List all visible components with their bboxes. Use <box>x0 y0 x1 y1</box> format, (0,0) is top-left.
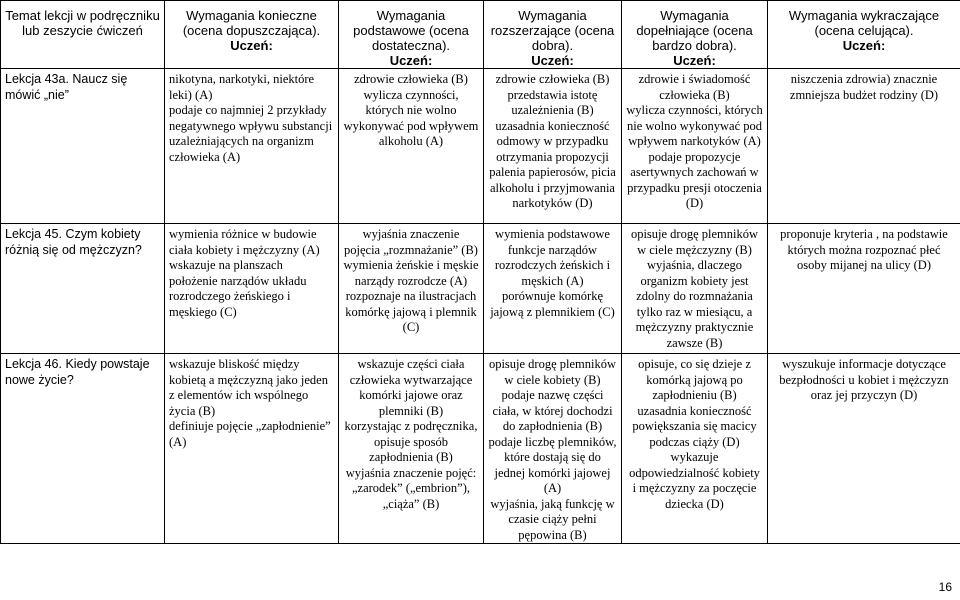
page-number: 16 <box>938 580 952 594</box>
requirement-item: porównuje komórkę jajową z plemnikiem (C) <box>490 289 615 319</box>
header-basic-title: Wymagania podstawowe (ocena dostateczna). <box>353 8 469 53</box>
requirement-cell <box>622 69 768 224</box>
requirement-cell <box>622 354 768 544</box>
requirement-item: proponuje kryteria , na podstawie których można rozpoznać płeć osoby mijanej na ulicy (D) <box>780 227 948 272</box>
requirement-item: wyszukuje informacje dotyczące bezpłodności u kobiet i mężczyzn oraz jej przyczyn (D) <box>779 357 949 402</box>
requirement-item: wymienia podstawowe funkcje narządów rozrodczych żeńskich i męskich (A) <box>494 227 611 288</box>
header-complementary <box>622 1 768 69</box>
lesson-cell: Lekcja 43a. Naucz się mówić „nie” <box>1 69 165 224</box>
requirement-item: wymienia żeńskie i męskie narządy rozrodcze (A) <box>343 258 479 288</box>
requirement-cell <box>768 224 960 354</box>
requirement-item: wylicza czynności, których nie wolno wykonywać pod wpływem narkotyków (A) <box>626 103 763 148</box>
requirement-cell <box>165 69 339 224</box>
requirement-item: przedstawia istotę uzależnienia (B) <box>507 87 598 117</box>
requirement-item: opisuje, co się dzieje z komórką jajową po zapłodnieniu (B) <box>638 357 751 402</box>
requirement-item: wymienia różnice w budowie ciała kobiety i mężczyzny (A) <box>169 227 320 257</box>
requirement-item: podaje nazwę części ciała, w której dochodzi do zapłodnienia (B) <box>492 388 613 433</box>
header-required <box>165 1 339 69</box>
header-exceeding-title: Wymagania wykraczające (ocena celująca). <box>788 8 940 38</box>
header-lesson: Temat lekcji w podręczniku lub zeszycie ćwiczeń <box>1 1 165 69</box>
table-row <box>1 69 960 224</box>
lesson-cell: Lekcja 46. Kiedy powstaje nowe życie? <box>1 354 165 544</box>
header-exceeding <box>768 1 960 69</box>
requirement-item: uzasadnia konieczność odmowy w przypadku otrzymania propozycji palenia papierosów, picia alkoholu i przyjmowania narkotyków (D) <box>489 118 616 210</box>
requirement-item: wyjaśnia znaczenie pojęć: „zarodek” („embrion”), „ciąża” (B) <box>345 465 477 511</box>
requirement-item: wykazuje odpowiedzialność kobiety i mężczyzny za poczęcie dziecka (D) <box>629 450 760 511</box>
header-extended <box>484 1 622 69</box>
lesson-cell: Lekcja 45. Czym kobiety różnią się od mężczyzn? <box>1 224 165 354</box>
requirement-item: opisuje drogę plemników w ciele mężczyzny (B) <box>630 227 759 257</box>
requirement-cell <box>484 224 622 354</box>
header-extended-sub: Uczeń: <box>531 53 574 68</box>
table-row <box>1 354 960 544</box>
requirement-item: definiuje pojęcie „zapłodnienie” (A) <box>169 419 331 449</box>
header-extended-title: Wymagania rozszerzające (ocena dobra). <box>490 8 615 53</box>
requirement-item: rozpoznaje na ilustracjach komórkę jajową i plemnik (C) <box>345 289 477 334</box>
requirement-item: podaje co najmniej 2 przykłady negatywnego wpływu substancji uzależniających na organizm człowieka (A) <box>169 103 333 164</box>
requirement-item: wyjaśnia znaczenie pojęcia „rozmnażanie” (B) <box>344 227 478 257</box>
header-required-sub: Uczeń: <box>230 38 273 53</box>
requirement-item: niszczenia zdrowia) znacznie zmniejsza budżet rodziny (D) <box>789 72 939 102</box>
header-required-title: Wymagania konieczne (ocena dopuszczająca). <box>182 8 321 38</box>
requirement-item: wylicza czynności, których nie wolno wykonywać pod wpływem alkoholu (A) <box>343 87 479 148</box>
requirement-cell <box>484 69 622 224</box>
requirement-cell <box>165 354 339 544</box>
requirement-item: korzystając z podręcznika, opisuje sposób zapłodnienia (B) <box>344 419 478 464</box>
requirement-cell <box>768 354 960 544</box>
requirement-item: wskazuje bliskość między kobietą a mężczyzną jako jeden z elementów ich wspólnego życia (B) <box>169 357 328 418</box>
requirement-item: wyjaśnia, jaką funkcję w czasie ciąży pełni pępowina (B) <box>490 496 615 542</box>
requirement-item: wyjaśnia, dlaczego organizm kobiety jest zdolny do rozmnażania tylko raz w miesiącu, a mężczyzny praktycznie zawsze (B) <box>635 258 754 350</box>
requirement-item: podaje propozycje asertywnych zachowań w przypadku presji otoczenia (D) <box>627 149 762 210</box>
requirement-item: uzasadnia konieczność powiększania się macicy podczas ciąży (D) <box>632 403 757 449</box>
requirement-cell <box>165 224 339 354</box>
requirement-item: zdrowie człowieka (B) <box>354 72 468 86</box>
requirement-cell <box>339 354 484 544</box>
requirement-item: nikotyna, narkotyki, niektóre leki) (A) <box>169 72 315 102</box>
requirement-item: podaje liczbę plemników, które dostają się do jednej komórki jajowej (A) <box>488 434 617 495</box>
requirement-item: wskazuje na planszach położenie narządów układu rozrodczego żeńskiego i męskiego (C) <box>169 258 307 319</box>
header-basic <box>339 1 484 69</box>
header-complementary-title: Wymagania dopełniające (ocena bardzo dobra). <box>636 8 753 53</box>
header-row <box>1 1 960 69</box>
requirement-cell <box>768 69 960 224</box>
requirement-cell <box>484 354 622 544</box>
requirement-item: opisuje drogę plemników w ciele kobiety (B) <box>488 357 617 387</box>
requirement-item: zdrowie człowieka (B) <box>495 72 610 86</box>
header-exceeding-sub: Uczeń: <box>842 38 886 53</box>
requirement-item: wskazuje części ciała człowieka wytwarzające komórki jajowe oraz plemniki (B) <box>349 357 473 418</box>
header-basic-sub: Uczeń: <box>389 53 433 68</box>
requirement-item: zdrowie i świadomość człowieka (B) <box>638 72 751 102</box>
requirement-cell <box>339 224 484 354</box>
table-row <box>1 224 960 354</box>
header-complementary-sub: Uczeń: <box>673 53 716 68</box>
requirement-cell <box>339 69 484 224</box>
requirement-cell <box>622 224 768 354</box>
